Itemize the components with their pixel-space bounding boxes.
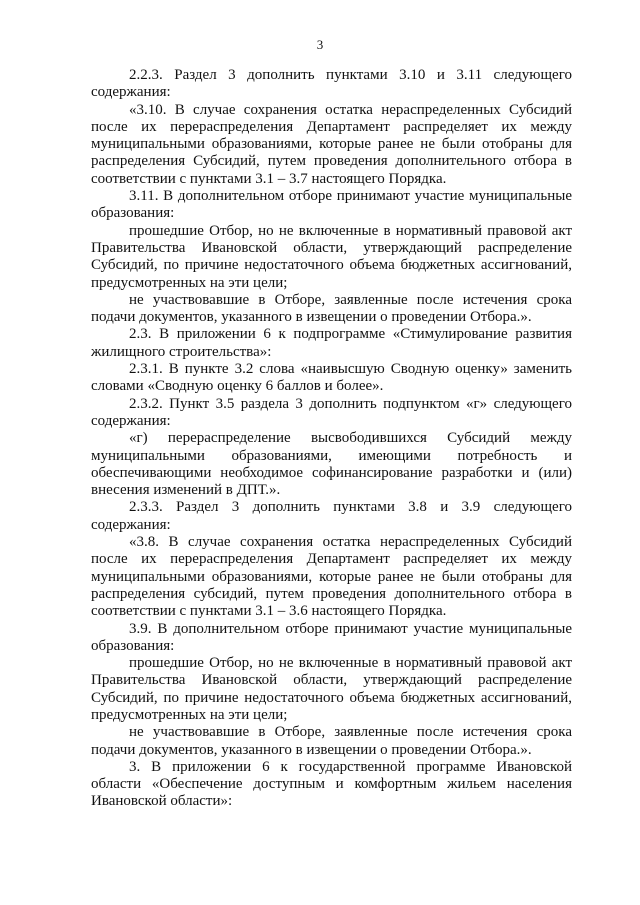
paragraph-2-3: 2.3. В приложении 6 к подпрограмме «Стимулирование развития жилищного строительства»: xyxy=(91,326,572,360)
paragraph-3-9: 3.9. В дополнительном отборе принимают участие муниципальные образования: xyxy=(91,620,572,654)
document-body xyxy=(91,67,572,811)
paragraph-2-3-3: 2.3.3. Раздел 3 дополнить пунктами 3.8 и 3.9 следующего содержания: xyxy=(91,499,572,533)
paragraph-passed-selection: прошедшие Отбор, но не включенные в нормативный правовой акт Правительства Ивановской области, утверждающий распределение Субсидий, по причине недостаточного объема бюджетных ассигнований, предусмотренных на эти цели; xyxy=(91,222,572,291)
paragraph-3: 3. В приложении 6 к государственной программе Ивановской области «Обеспечение доступным и комфортным жильем населения Ивановской области»: xyxy=(91,758,572,810)
paragraph-3-11: 3.11. В дополнительном отборе принимают участие муниципальные образования: xyxy=(91,188,572,222)
paragraph-3-8: «3.8. В случае сохранения остатка нераспределенных Субсидий после их перераспределения Департамент распределяет их между муниципальными образованиями, которые ранее не были отобраны для распределения субсидий, путем проведения дополнительного отбора в соответствии с пунктами 3.1 – 3.6 настоящего Порядка. xyxy=(91,534,572,620)
paragraph-3-10: «3.10. В случае сохранения остатка нераспределенных Субсидий после их перераспределения Департамент распределяет их между муниципальными образованиями, которые ранее не были отобраны для распределения Субсидий, путем проведения дополнительного отбора в соответствии с пунктами 3.1 – 3.7 настоящего Порядка. xyxy=(91,101,572,187)
paragraph-subpoint-g: «г) перераспределение высвободившихся Субсидий между муниципальными образованиями, имеющими потребность и обеспечивающими необходимое софинансирование разработки и (или) внесения изменений в ДПТ.». xyxy=(91,430,572,499)
paragraph-2-2-3: 2.2.3. Раздел 3 дополнить пунктами 3.10 и 3.11 следующего содержания: xyxy=(91,67,572,101)
paragraph-not-participated-2: не участвовавшие в Отборе, заявленные после истечения срока подачи документов, указанного в извещении о проведении Отбора.». xyxy=(91,724,572,758)
paragraph-passed-selection-2: прошедшие Отбор, но не включенные в нормативный правовой акт Правительства Ивановской области, утверждающий распределение Субсидий, по причине недостаточного объема бюджетных ассигнований, предусмотренных на эти цели; xyxy=(91,655,572,723)
page-number: 3 xyxy=(316,37,324,52)
paragraph-2-3-2: 2.3.2. Пункт 3.5 раздела 3 дополнить подпунктом «г» следующего содержания: xyxy=(91,395,572,429)
paragraph-not-participated: не участвовавшие в Отборе, заявленные после истечения срока подачи документов, указанного в извещении о проведении Отбора.». xyxy=(91,291,572,326)
paragraph-2-3-1: 2.3.1. В пункте 3.2 слова «наивысшую Сводную оценку» заменить словами «Сводную оценку 6 баллов и более». xyxy=(91,361,572,395)
